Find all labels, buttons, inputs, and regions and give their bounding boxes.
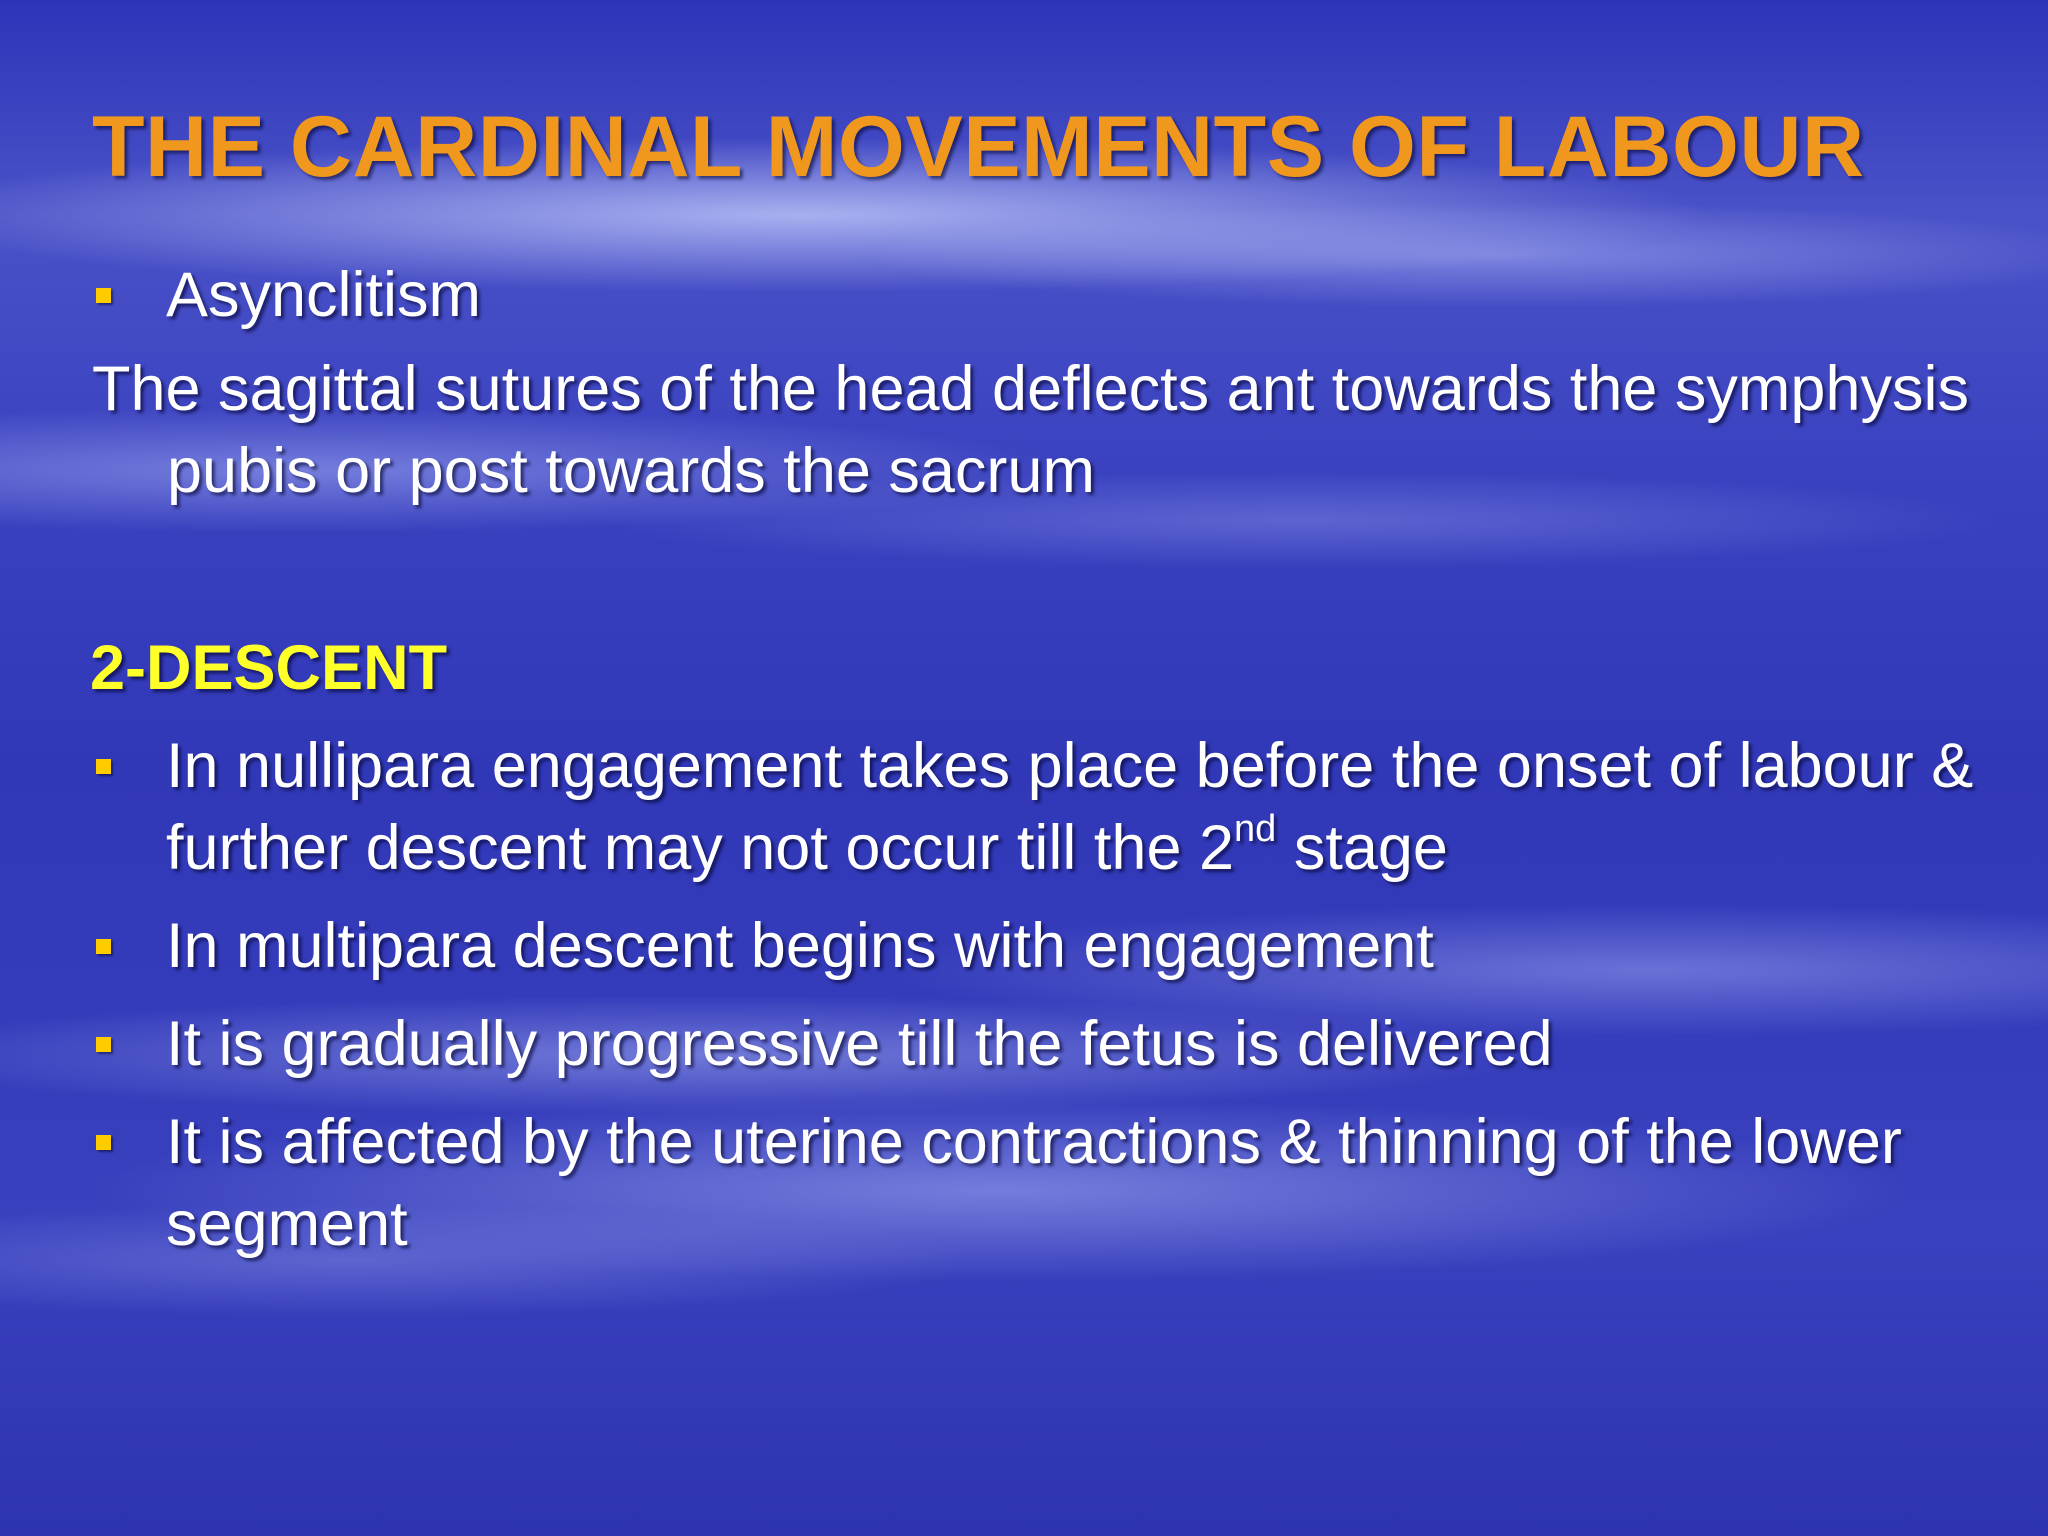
- descent-point-text: It is gradually progressive till the fetus is delivered: [166, 1009, 1553, 1079]
- descent-point-text: In multipara descent begins with engagement: [166, 911, 1434, 981]
- descent-point-text-main: In nullipara engagement takes place before the onset of labour & further descent may not occur till the 2: [166, 731, 1974, 883]
- square-bullet-icon: [96, 759, 111, 774]
- square-bullet-icon: [96, 939, 111, 954]
- descent-point-text: It is affected by the uterine contractions & thinning of the lower segment: [166, 1107, 1902, 1259]
- descent-point-text-end: stage: [1276, 813, 1448, 883]
- slide-title: THE CARDINAL MOVEMENTS OF LABOUR: [92, 99, 1865, 195]
- square-bullet-icon: [96, 1037, 111, 1052]
- asynclitism-definition: The sagittal sutures of the head deflects ant towards the symphysis pubis or post towards the sacrum: [92, 354, 1969, 506]
- ordinal-superscript: nd: [1234, 808, 1277, 850]
- square-bullet-icon: [96, 1135, 111, 1150]
- asynclitism-label: Asynclitism: [166, 260, 482, 330]
- descent-heading: 2-DESCENT: [90, 633, 448, 703]
- descent-point-text: [166, 725, 1986, 889]
- square-bullet-icon: [96, 288, 111, 303]
